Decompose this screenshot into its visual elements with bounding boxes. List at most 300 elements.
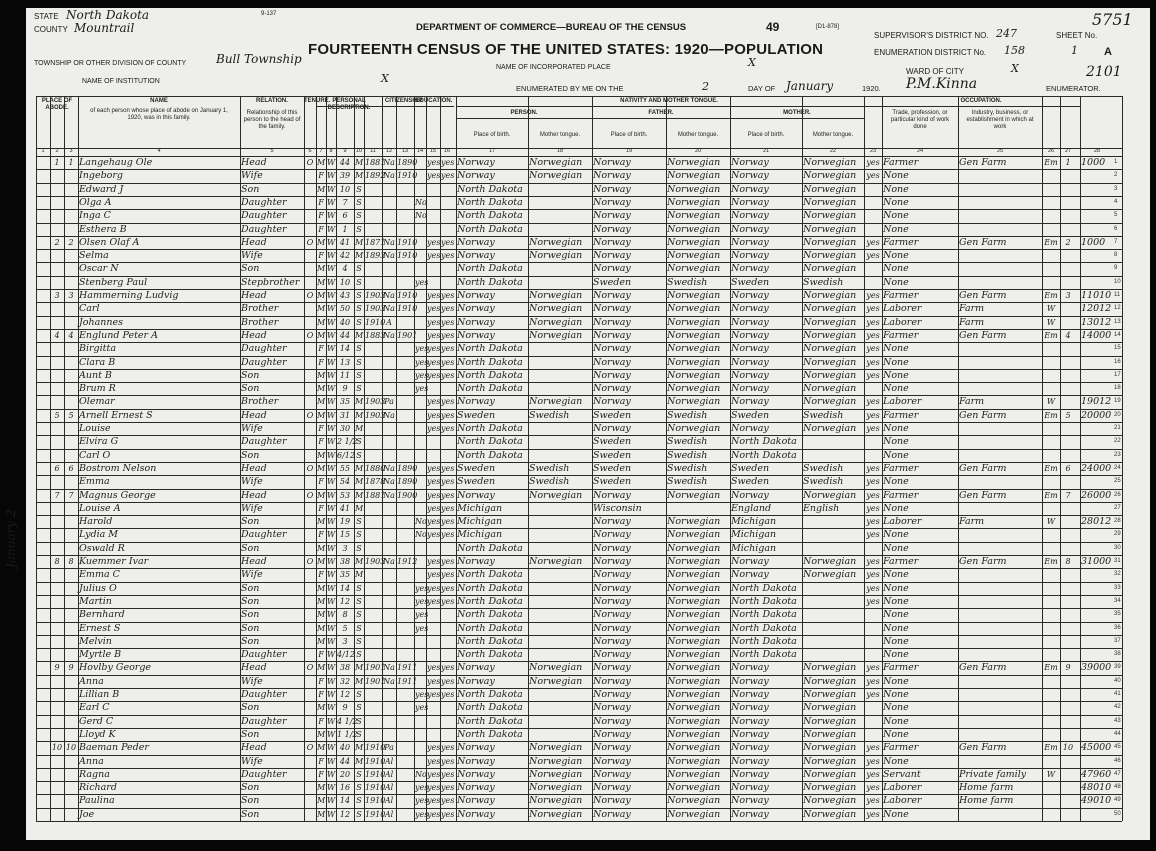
cell-ft: Norwegian — [667, 569, 721, 581]
cell-write: yes — [441, 330, 455, 340]
township-label: TOWNSHIP OR OTHER DIVISION OF COUNTY — [34, 60, 187, 67]
nativity-divider — [456, 118, 864, 119]
cell-rel: Son — [241, 635, 260, 647]
cell-mar: S — [356, 357, 362, 367]
line-number: 11 — [1114, 292, 1121, 298]
cell-fam: 7 — [68, 490, 74, 500]
cell-ind: Farm — [959, 303, 985, 315]
cell-mb: Norway — [731, 329, 769, 341]
cell-code: 45000 — [1081, 742, 1112, 754]
line-number: 37 — [1114, 637, 1121, 644]
line-number: 23 — [1114, 451, 1121, 458]
cell-code: 11010 — [1081, 290, 1112, 301]
cell-pt: Norwegian — [529, 329, 583, 341]
column-number: 21 — [762, 148, 770, 154]
cell-age: 4/12 — [337, 650, 355, 660]
cell-age: 1 — [342, 224, 348, 234]
cell-rel: Daughter — [241, 343, 287, 355]
cell-eng: yes — [866, 237, 880, 247]
column-number: 2 — [55, 148, 59, 154]
supervisor-value: 247 — [996, 27, 1017, 40]
cell-fam: 1 — [68, 158, 74, 167]
cell-mt: Norwegian — [803, 423, 857, 434]
cell-write: yes — [441, 477, 455, 487]
cell-fb: Sweden — [593, 409, 632, 421]
cell-sex: M — [317, 330, 326, 340]
cell-ft: Norwegian — [667, 768, 721, 780]
cell-ten: O — [306, 490, 314, 500]
cell-occ: None — [883, 196, 909, 208]
cell-race: W — [327, 783, 336, 793]
cell-age: 35 — [339, 570, 351, 580]
column-number: 3 — [69, 148, 73, 154]
cell-mar: S — [356, 769, 362, 779]
cell-fb: Norway — [593, 396, 631, 408]
cell-sex: M — [317, 370, 326, 380]
cell-ft: Norwegian — [667, 183, 721, 195]
cell-fb: Norway — [593, 250, 631, 262]
line-number: 49 — [1114, 797, 1121, 804]
cell-fb: Norway — [593, 675, 631, 687]
cell-mar: S — [356, 277, 362, 287]
cell-mt: Norwegian — [803, 795, 857, 807]
cell-fam: 6 — [68, 463, 74, 473]
cell-read: yes — [427, 317, 441, 327]
cell-name: Aunt B — [79, 369, 112, 381]
cell-pb: North Dakota — [457, 635, 523, 647]
cell-ft: Norwegian — [667, 595, 721, 607]
cell-yr: 1912 — [397, 557, 418, 566]
cell-rel: Head — [241, 329, 267, 341]
cell-rel: Wife — [241, 476, 263, 488]
cell-write: yes — [441, 317, 455, 327]
cell-farm: 2 — [1065, 237, 1071, 247]
cell-ft: Norwegian — [667, 715, 721, 727]
cell-write: yes — [441, 676, 455, 686]
cell-race: W — [327, 663, 336, 673]
cell-rel: Head — [241, 409, 267, 421]
cell-mt: Norwegian — [803, 369, 857, 381]
incorporated-label: NAME OF INCORPORATED PLACE — [496, 64, 611, 71]
cell-age: 39 — [339, 171, 351, 181]
cell-nat: Na — [383, 676, 395, 686]
cell-fb: Sweden — [593, 276, 632, 288]
cell-rel: Head — [241, 462, 267, 474]
cell-fb: Norway — [593, 170, 631, 182]
line-number: 9 — [1114, 265, 1118, 272]
cell-name: Inga C — [79, 210, 111, 222]
cell-nat: Na — [383, 410, 395, 420]
cell-sex: M — [317, 610, 326, 620]
cell-mar: S — [356, 384, 362, 394]
cell-name: Birgitta — [79, 343, 116, 355]
cell-pb: North Dakota — [457, 383, 523, 395]
line-number: 47 — [1114, 770, 1121, 777]
col-line — [304, 96, 305, 821]
table-border-top — [36, 96, 1122, 97]
cell-name: Brum R — [79, 383, 116, 395]
line-number: 50 — [1114, 810, 1121, 817]
cell-pt: Norwegian — [529, 396, 583, 408]
cell-race: W — [327, 184, 336, 194]
cell-write: yes — [441, 463, 455, 473]
institution-value: X — [381, 72, 389, 85]
cell-ind: Gen Farm — [959, 462, 1007, 474]
cell-write: yes — [441, 663, 455, 673]
cell-dw: 3 — [54, 291, 60, 300]
cell-read: yes — [427, 596, 441, 606]
line-number: 27 — [1114, 504, 1121, 511]
cell-pb: North Dakota — [457, 715, 523, 727]
cell-nat: Na — [383, 251, 395, 261]
cell-mt: Norwegian — [803, 662, 857, 674]
cell-age: 32 — [339, 676, 351, 686]
cell-rel: Son — [241, 609, 260, 621]
cell-nat: Al — [384, 769, 394, 779]
column-header-mother: MOTHER. — [783, 110, 811, 116]
cell-nat: Na — [383, 330, 395, 340]
cell-sch: No — [415, 517, 427, 527]
line-number: 45 — [1114, 744, 1121, 751]
cell-rel: Wife — [241, 170, 263, 182]
cell-read: yes — [427, 756, 441, 766]
cell-race: W — [327, 197, 336, 207]
cell-fam: 8 — [68, 557, 74, 566]
cell-age: 40 — [339, 743, 351, 753]
cell-pb: Norway — [457, 290, 495, 301]
line-number: 35 — [1114, 611, 1121, 618]
cell-mb: North Dakota — [731, 622, 797, 634]
cell-nat: Al — [384, 796, 394, 806]
cell-ft: Norwegian — [667, 343, 721, 355]
cell-write: yes — [441, 503, 455, 513]
cell-occ: None — [883, 170, 909, 182]
cell-race: W — [327, 477, 336, 487]
col-line — [382, 96, 383, 821]
cell-pb: North Dakota — [457, 276, 523, 288]
cell-write: yes — [441, 517, 455, 527]
cell-pb: Norway — [457, 316, 495, 328]
cell-name: Carl — [79, 303, 100, 315]
cell-occ: None — [883, 808, 909, 820]
column-header-trade: Trade, profession, or particular kind of work done — [890, 110, 950, 130]
cell-name: Bostrom Nelson — [79, 462, 157, 474]
cell-mb: Norway — [731, 396, 769, 408]
cell-sex: F — [318, 769, 324, 779]
cell-pt: Norwegian — [529, 782, 583, 794]
column-number: 12 — [385, 148, 393, 154]
column-number: 7 — [319, 148, 323, 154]
cell-imm: 1910 — [365, 796, 386, 806]
cell-name: Richard — [79, 782, 117, 794]
line-number: 16 — [1114, 358, 1121, 365]
cell-read: yes — [427, 743, 441, 753]
cell-sch: yes — [415, 583, 429, 593]
cell-code: 1000 — [1081, 157, 1106, 168]
cell-mt: Swedish — [803, 409, 844, 421]
cell-pb: Norway — [457, 396, 495, 408]
col-line — [1080, 96, 1081, 821]
cell-mb: North Dakota — [731, 582, 797, 594]
cell-race: W — [327, 224, 336, 234]
cell-eng: yes — [866, 304, 880, 314]
cell-ft: Norwegian — [667, 423, 721, 434]
cell-sex: M — [317, 557, 326, 566]
cell-mb: Sweden — [731, 276, 770, 288]
cell-imm: 1910 — [365, 756, 386, 766]
cell-race: W — [327, 729, 336, 739]
cell-pt: Swedish — [529, 462, 570, 474]
cell-ft: Norwegian — [667, 489, 721, 501]
line-number: 1 — [1114, 159, 1118, 165]
cell-age: 10 — [339, 184, 351, 194]
cell-sex: F — [318, 224, 324, 234]
line-number: 17 — [1114, 371, 1121, 378]
cell-pb: North Dakota — [457, 609, 523, 621]
cell-ft: Norwegian — [667, 263, 721, 275]
cell-mb: Norway — [731, 250, 769, 262]
cell-fb: Norway — [593, 609, 631, 621]
cell-cls: W — [1046, 517, 1056, 527]
col-line — [36, 96, 37, 821]
cell-eng: yes — [866, 743, 880, 753]
cell-mt: Norwegian — [803, 250, 857, 262]
cell-mb: Norway — [731, 236, 769, 248]
cell-occ: Laborer — [883, 316, 922, 328]
cell-cls: Em — [1044, 237, 1058, 247]
cell-name: Anna — [79, 675, 104, 687]
cell-rel: Brother — [241, 303, 279, 315]
cell-eng: yes — [866, 517, 880, 527]
column-number: 18 — [556, 148, 564, 154]
cell-rel: Daughter — [241, 715, 287, 727]
cell-mb: Norway — [731, 383, 769, 395]
cell-sex: F — [318, 424, 324, 433]
cell-code: 48010 — [1081, 782, 1112, 794]
cell-race: W — [327, 716, 336, 726]
cell-ft: Swedish — [667, 449, 708, 461]
cell-read: yes — [427, 410, 441, 420]
cell-write: yes — [441, 357, 455, 367]
cell-mar: M — [355, 251, 364, 261]
cell-read: yes — [427, 171, 441, 181]
cell-eng: yes — [866, 557, 880, 566]
cell-mar: S — [356, 184, 362, 194]
cell-farm: 7 — [1065, 490, 1071, 500]
cell-imm: 1903 — [365, 291, 386, 300]
cell-ft: Norwegian — [667, 542, 721, 554]
cell-mb: Norway — [731, 369, 769, 381]
cell-eng: yes — [866, 663, 880, 673]
cell-mar: S — [356, 623, 362, 633]
cell-ft: Norwegian — [667, 728, 721, 740]
cell-fb: Norway — [593, 196, 631, 208]
day-of-label: DAY OF — [748, 84, 776, 93]
cell-mt: Norwegian — [803, 316, 857, 328]
cell-sch: yes — [415, 703, 429, 713]
cell-rel: Daughter — [241, 529, 287, 541]
line-number: 19 — [1114, 398, 1121, 405]
cell-cls: Em — [1044, 490, 1058, 500]
cell-mar: S — [356, 583, 362, 593]
cell-sex: M — [317, 729, 326, 739]
cell-age: 12 — [339, 809, 351, 819]
group-header: CITIZENSHIP. — [384, 98, 424, 104]
cell-fb: Norway — [593, 595, 631, 607]
cell-fb: Norway — [593, 369, 631, 381]
cell-eng: yes — [866, 424, 880, 433]
cell-age: 35 — [339, 397, 351, 407]
cell-mt: Norwegian — [803, 728, 857, 740]
cell-farm: 8 — [1065, 557, 1071, 566]
cell-mar: S — [356, 783, 362, 793]
cell-mt: Norwegian — [803, 742, 857, 754]
cell-race: W — [327, 304, 336, 314]
cell-eng: yes — [866, 583, 880, 593]
cell-pb: North Dakota — [457, 689, 523, 700]
cell-sex: F — [318, 676, 324, 686]
column-header-industry: Industry, business, or establishment in which at work — [966, 110, 1034, 130]
cell-eng: yes — [866, 370, 880, 380]
cell-mar: S — [356, 370, 362, 380]
cell-rel: Daughter — [241, 768, 287, 780]
cell-sex: M — [317, 304, 326, 314]
cell-eng: yes — [866, 397, 880, 407]
cell-mt: Norwegian — [803, 290, 857, 301]
cell-mt: Norwegian — [803, 196, 857, 208]
cell-pb: North Dakota — [457, 622, 523, 634]
cell-sch: No — [415, 769, 427, 779]
cell-rel: Wife — [241, 423, 263, 434]
cell-rel: Wife — [241, 675, 263, 687]
column-header-person-tongue: Mother tongue. — [539, 132, 581, 138]
cell-pb: Norway — [457, 795, 495, 807]
cell-sch: yes — [415, 610, 429, 620]
cell-sex: M — [317, 636, 326, 646]
cell-name: Martin — [79, 595, 112, 607]
cell-mar: S — [356, 291, 362, 300]
cell-fb: Norway — [593, 423, 631, 434]
cell-race: W — [327, 583, 336, 593]
enumeration-label: ENUMERATION DISTRICT No. — [874, 48, 987, 57]
cell-fb: Norway — [593, 768, 631, 780]
cell-mb: Norway — [731, 742, 769, 754]
column-number: 4 — [157, 148, 161, 154]
cell-race: W — [327, 344, 336, 354]
cell-name: Olemar — [79, 396, 115, 408]
cell-mar: M — [355, 424, 364, 433]
cell-imm: 1892 — [365, 171, 386, 181]
cell-imm: 1910 — [365, 809, 386, 819]
cell-age: 13 — [339, 357, 351, 367]
cell-pb: North Dakota — [457, 649, 523, 661]
cell-sex: F — [318, 171, 324, 181]
cell-mb: Sweden — [731, 476, 770, 488]
cell-nat: Na — [383, 158, 395, 167]
line-number: 36 — [1114, 624, 1121, 631]
cell-pb: Michigan — [457, 516, 503, 528]
cell-cls: Em — [1044, 410, 1058, 420]
cell-race: W — [327, 171, 336, 181]
cell-occ: None — [883, 569, 909, 581]
cell-fb: Norway — [593, 742, 631, 754]
cell-sch: yes — [415, 783, 429, 793]
cell-sex: F — [318, 477, 324, 487]
cell-occ: None — [883, 649, 909, 661]
cell-pb: Norway — [457, 303, 495, 315]
cell-write: yes — [441, 743, 455, 753]
column-header-name: of each person whose place of abode on January 1, 1920, was in this family. — [90, 108, 228, 121]
cell-fb: Norway — [593, 183, 631, 195]
cell-mt: Norwegian — [803, 303, 857, 315]
col-line — [1060, 96, 1061, 821]
cell-mb: Sweden — [731, 409, 770, 421]
cell-occ: None — [883, 595, 909, 607]
cell-eng: yes — [866, 291, 880, 300]
cell-occ: None — [883, 502, 909, 514]
cell-mb: Norway — [731, 689, 769, 700]
cell-name: Olga A — [79, 196, 112, 208]
cell-race: W — [327, 291, 336, 300]
cell-ft: Norwegian — [667, 236, 721, 248]
cell-pb: North Dakota — [457, 210, 523, 222]
cell-fb: Norway — [593, 329, 631, 341]
cell-race: W — [327, 251, 336, 261]
cell-mt: Norwegian — [803, 569, 857, 581]
cell-sex: M — [317, 450, 326, 460]
cell-pb: Norway — [457, 329, 495, 341]
cell-rel: Son — [241, 516, 260, 528]
group-header: NAME — [150, 98, 168, 104]
cell-name: Esthera B — [79, 223, 127, 235]
cell-mt: English — [803, 502, 840, 514]
cell-ind: Farm — [959, 316, 985, 328]
cell-imm: 1910 — [365, 769, 386, 779]
cell-rel: Son — [241, 449, 260, 461]
cell-ft: Norwegian — [667, 529, 721, 541]
cell-mt: Swedish — [803, 462, 844, 474]
cell-sex: F — [318, 570, 324, 580]
cell-race: W — [327, 809, 336, 819]
cell-sex: M — [317, 317, 326, 327]
cell-race: W — [327, 743, 336, 753]
line-number: 43 — [1114, 717, 1121, 724]
cell-age: 44 — [339, 158, 351, 167]
cell-code: 49010 — [1081, 795, 1112, 807]
line-number: 46 — [1114, 757, 1121, 764]
cell-ft: Norwegian — [667, 196, 721, 208]
supervisor-label: SUPERVISOR'S DISTRICT NO. — [874, 31, 989, 40]
cell-occ: Farmer — [883, 662, 919, 674]
cell-nat: Al — [384, 809, 394, 819]
cell-age: 12 — [339, 596, 351, 606]
cell-ind: Gen Farm — [959, 556, 1007, 567]
cell-ind: Gen Farm — [959, 236, 1007, 248]
cell-pb: Norway — [457, 808, 495, 820]
cell-age: 44 — [339, 756, 351, 766]
cell-sex: M — [317, 237, 326, 247]
cell-ft: Swedish — [667, 462, 708, 474]
cell-ft: Norwegian — [667, 250, 721, 262]
cell-pt: Norwegian — [529, 755, 583, 767]
cell-name: Selma — [79, 250, 109, 262]
cell-mar: M — [355, 237, 364, 247]
cell-race: W — [327, 623, 336, 633]
cell-cls: W — [1046, 769, 1056, 779]
cell-mb: Norway — [731, 356, 769, 368]
cell-rel: Son — [241, 582, 260, 594]
cell-ind: Farm — [959, 516, 985, 528]
